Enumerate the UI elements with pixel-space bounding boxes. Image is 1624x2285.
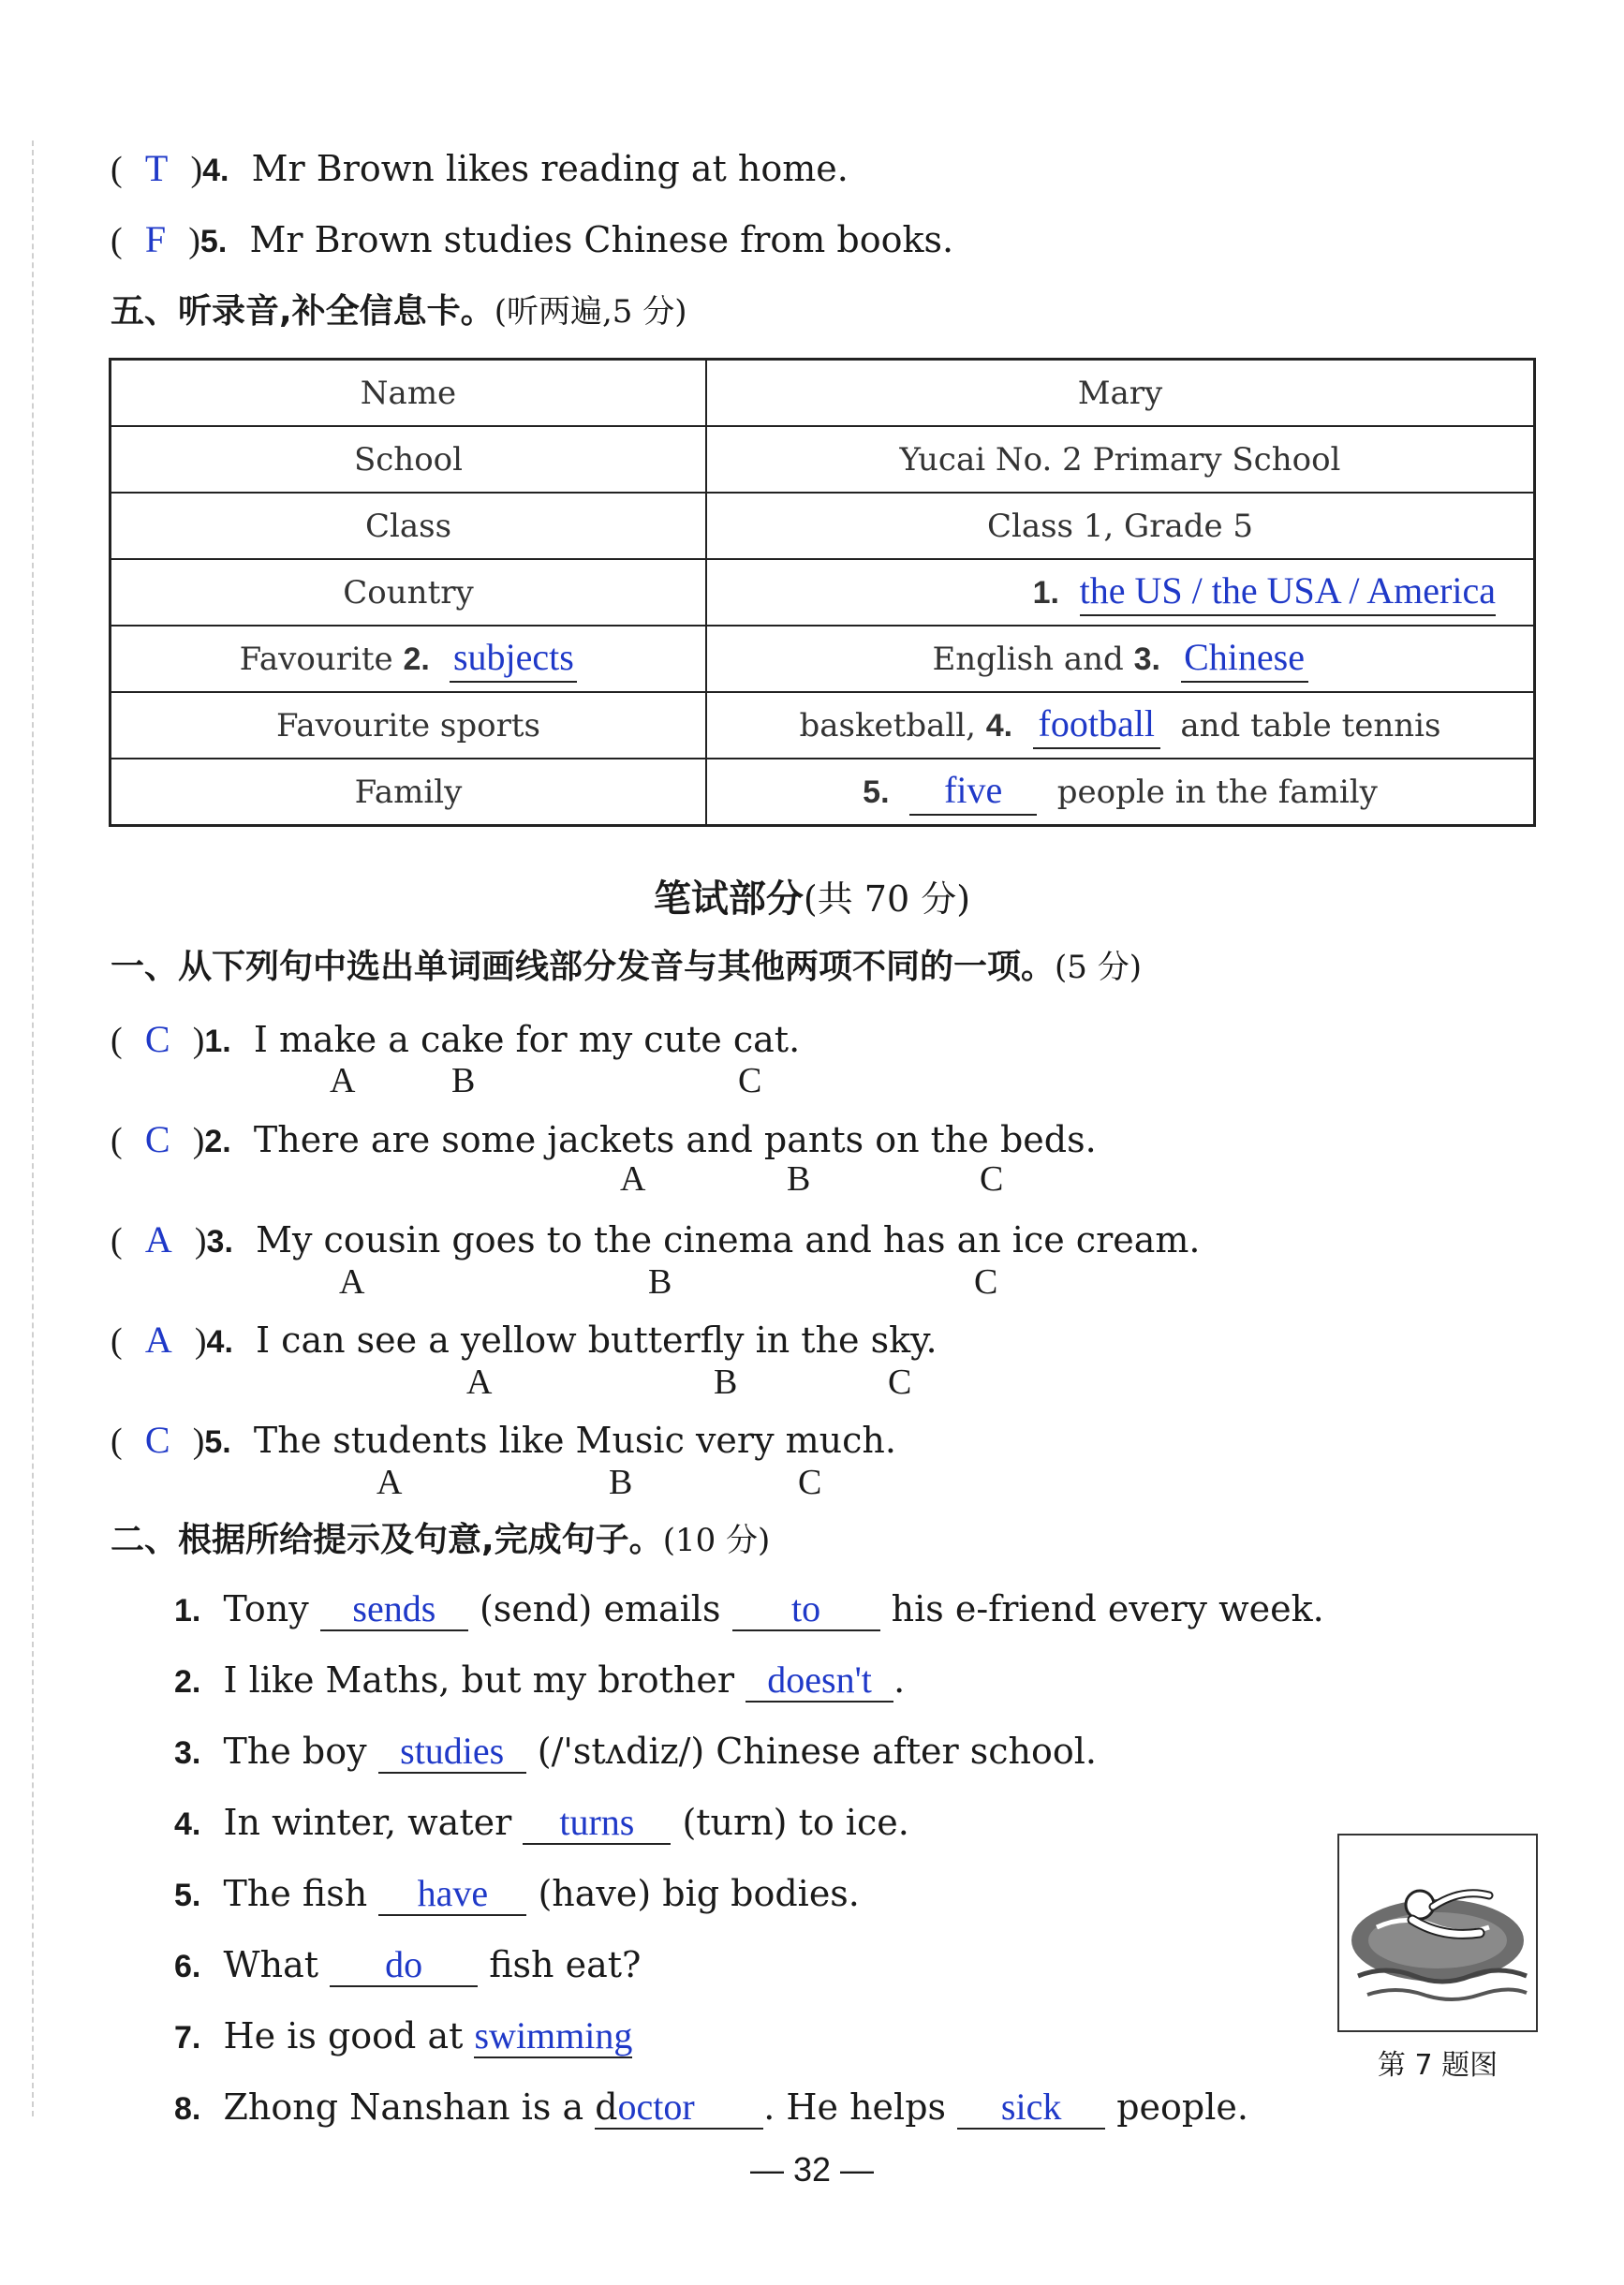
option-a: A	[466, 1363, 493, 1402]
completion-item-5	[174, 1872, 860, 1916]
row-country	[111, 559, 1535, 626]
section-title: 二、根据所给提示及句意,完成句子。	[111, 1521, 663, 1559]
blank-number: 4.	[985, 708, 1013, 744]
option-b: B	[451, 1061, 476, 1100]
value-text: and table tennis	[1180, 707, 1441, 744]
sentence-text: There are some jackets and pants on the beds.	[253, 1119, 1097, 1160]
completion-item-6	[174, 1943, 642, 1987]
answer-blank: have	[378, 1875, 526, 1916]
sentence-text: his e-friend every week.	[891, 1588, 1324, 1629]
answer-text: octor	[617, 2086, 695, 2128]
title-text: 笔试部分	[653, 877, 804, 921]
sentence-text: (have) big bodies.	[538, 1873, 860, 1914]
answer-mark: C	[144, 1118, 170, 1160]
question-number: 2.	[174, 1664, 201, 1700]
value-text: English and	[932, 641, 1124, 678]
option-a: A	[330, 1061, 356, 1100]
option-b: B	[787, 1159, 811, 1199]
section-title: 五、听录音,补全信息卡。	[111, 292, 495, 331]
sentence-text: My cousin goes to the cinema and has an ice cream.	[256, 1219, 1201, 1260]
answer-mark: C	[144, 1419, 170, 1461]
sentence-text: I like Maths, but my brother	[223, 1659, 734, 1701]
answer-blank: sends	[320, 1590, 468, 1631]
phonics-item-2: ( C )2. There are some jackets and pants on the beds.	[111, 1118, 1097, 1160]
answer-blank: do	[330, 1946, 478, 1987]
label-favourite	[111, 626, 707, 692]
value-country	[706, 559, 1535, 626]
phonics-heading	[111, 948, 1142, 984]
question-number: 6.	[174, 1949, 201, 1984]
answer-blank: the US / the USA / America	[1080, 568, 1496, 616]
sentence-text: (send) emails	[479, 1588, 721, 1629]
sentence-text: The boy	[223, 1731, 367, 1772]
label-name: Name	[111, 360, 707, 427]
label-sports: Favourite sports	[111, 692, 707, 759]
value-text: people in the family	[1056, 774, 1378, 811]
row-class	[111, 493, 1535, 559]
phonics-item-3: ( A )3. My cousin goes to the cinema and has an ice cream.	[111, 1218, 1201, 1260]
option-a: A	[376, 1463, 403, 1502]
question-number: 4.	[174, 1806, 201, 1842]
answer-blank: five	[909, 768, 1037, 816]
title-score: (共 70 分)	[803, 878, 971, 920]
question-number: 4.	[202, 153, 229, 188]
page-number-value: 32	[792, 2150, 832, 2189]
answer-mark: T	[144, 147, 169, 189]
answer-blank	[595, 2088, 763, 2130]
question-number: 3.	[174, 1735, 201, 1771]
answer-blank: turns	[523, 1804, 671, 1845]
info-card	[109, 358, 1536, 827]
sentence-text: (turn) to ice.	[682, 1802, 909, 1843]
answer-blank: sick	[957, 2088, 1105, 2130]
sentence-text: Tony	[223, 1588, 309, 1629]
question-7-figure	[1337, 1834, 1538, 2032]
page-number: — 32 —	[749, 2150, 875, 2189]
row-family	[111, 759, 1535, 826]
completion-item-2	[174, 1658, 906, 1703]
question-number: 1.	[174, 1593, 201, 1629]
completion-item-7	[174, 2014, 633, 2058]
sentence-text: fish eat?	[489, 1944, 642, 1985]
row-school	[111, 426, 1535, 493]
answer-mark: F	[144, 218, 167, 260]
sentence-text: people.	[1116, 2086, 1248, 2128]
option-b: B	[609, 1463, 633, 1502]
sentence-text: .	[893, 1659, 906, 1701]
completion-item-1	[174, 1587, 1324, 1631]
phonics-item-5: ( C )5. The students like Music very much.	[111, 1419, 896, 1461]
value-name: Mary	[706, 360, 1535, 427]
completion-item-8	[174, 2088, 1248, 2130]
answer-blank: doesn't	[746, 1661, 893, 1703]
value-sports	[706, 692, 1535, 759]
answer-blank: studies	[378, 1732, 526, 1774]
question-number: 1.	[204, 1024, 231, 1059]
row-name	[111, 360, 1535, 427]
option-c: C	[798, 1463, 822, 1502]
label-country: Country	[111, 559, 707, 626]
label-class: Class	[111, 493, 707, 559]
value-family	[706, 759, 1535, 826]
sentence-text: (/'stʌdiz/) Chinese after school.	[537, 1731, 1098, 1772]
answer-mark: A	[144, 1218, 172, 1260]
phonics-item-1: ( C )1. I make a cake for my cute cat.	[111, 1018, 801, 1060]
value-text: basketball,	[799, 707, 976, 744]
sentence-text: The students like Music very much.	[253, 1420, 896, 1461]
option-c: C	[980, 1159, 1004, 1199]
statement-text: Mr Brown studies Chinese from books.	[249, 219, 954, 260]
question-number: 5.	[204, 1424, 231, 1460]
completion-item-4	[174, 1801, 909, 1845]
option-c: C	[888, 1363, 912, 1402]
question-number: 8.	[174, 2091, 201, 2127]
option-a: A	[339, 1262, 365, 1302]
answer-blank: football	[1033, 701, 1160, 749]
sentence-text: In winter, water	[223, 1802, 512, 1843]
option-b: B	[714, 1363, 738, 1402]
given-letter: d	[595, 2086, 618, 2128]
sentence-text: I make a cake for my cute cat.	[253, 1019, 801, 1060]
label-school: School	[111, 426, 707, 493]
question-number: 5.	[174, 1878, 201, 1913]
figure-caption: 第 7 题图	[1377, 2049, 1499, 2082]
sentence-text: I can see a yellow butterfly in the sky.	[256, 1319, 937, 1361]
option-a: A	[620, 1159, 646, 1199]
sentence-text: What	[223, 1944, 318, 1985]
answer-mark: C	[144, 1018, 170, 1060]
tf-item-5: ( F )5. Mr Brown studies Chinese from books.	[111, 218, 954, 260]
question-number: 3.	[206, 1224, 233, 1260]
section-note: (10 分)	[662, 1522, 771, 1559]
label-text: Favourite	[239, 641, 393, 678]
completion-heading	[111, 1521, 770, 1557]
row-favourite	[111, 626, 1535, 692]
question-number: 7.	[174, 2020, 201, 2056]
statement-text: Mr Brown likes reading at home.	[251, 148, 849, 189]
value-favourite	[706, 626, 1535, 692]
sentence-text: Zhong Nanshan is a	[223, 2086, 584, 2128]
blank-number: 5.	[863, 774, 890, 810]
sentence-text: . He helps	[763, 2086, 947, 2128]
value-class: Class 1, Grade 5	[706, 493, 1535, 559]
option-c: C	[738, 1061, 762, 1100]
answer-blank: Chinese	[1181, 635, 1308, 683]
binding-margin	[32, 140, 34, 2116]
question-number: 5.	[199, 224, 228, 259]
completion-item-3	[174, 1732, 1097, 1774]
written-section-title	[0, 869, 1624, 922]
swimmer-icon	[1339, 1835, 1536, 2030]
question-number: 4.	[206, 1324, 233, 1360]
question-number: 2.	[204, 1124, 231, 1159]
row-sports	[111, 692, 1535, 759]
answer-blank: swimming	[474, 2014, 633, 2056]
section-note: (听两遍,5 分)	[494, 293, 687, 331]
value-school: Yucai No. 2 Primary School	[706, 426, 1535, 493]
option-b: B	[648, 1262, 672, 1302]
phonics-item-4: ( A )4. I can see a yellow butterfly in the sky.	[111, 1319, 937, 1361]
option-c: C	[974, 1262, 998, 1302]
blank-number: 2.	[403, 641, 430, 677]
section-note: (5 分)	[1055, 949, 1142, 986]
tf-item-4: ( T )4. Mr Brown likes reading at home.	[111, 147, 849, 189]
answer-blank: to	[732, 1590, 880, 1631]
answer-blank: subjects	[450, 635, 577, 683]
sentence-text: The fish	[223, 1873, 368, 1914]
blank-number: 1.	[1032, 575, 1059, 611]
blank-number: 3.	[1133, 641, 1160, 677]
section-five-heading	[111, 292, 687, 329]
sentence-text: He is good at	[223, 2015, 464, 2056]
section-title: 一、从下列句中选出单词画线部分发音与其他两项不同的一项。	[111, 948, 1056, 986]
label-family: Family	[111, 759, 707, 826]
answer-mark: A	[144, 1319, 172, 1361]
